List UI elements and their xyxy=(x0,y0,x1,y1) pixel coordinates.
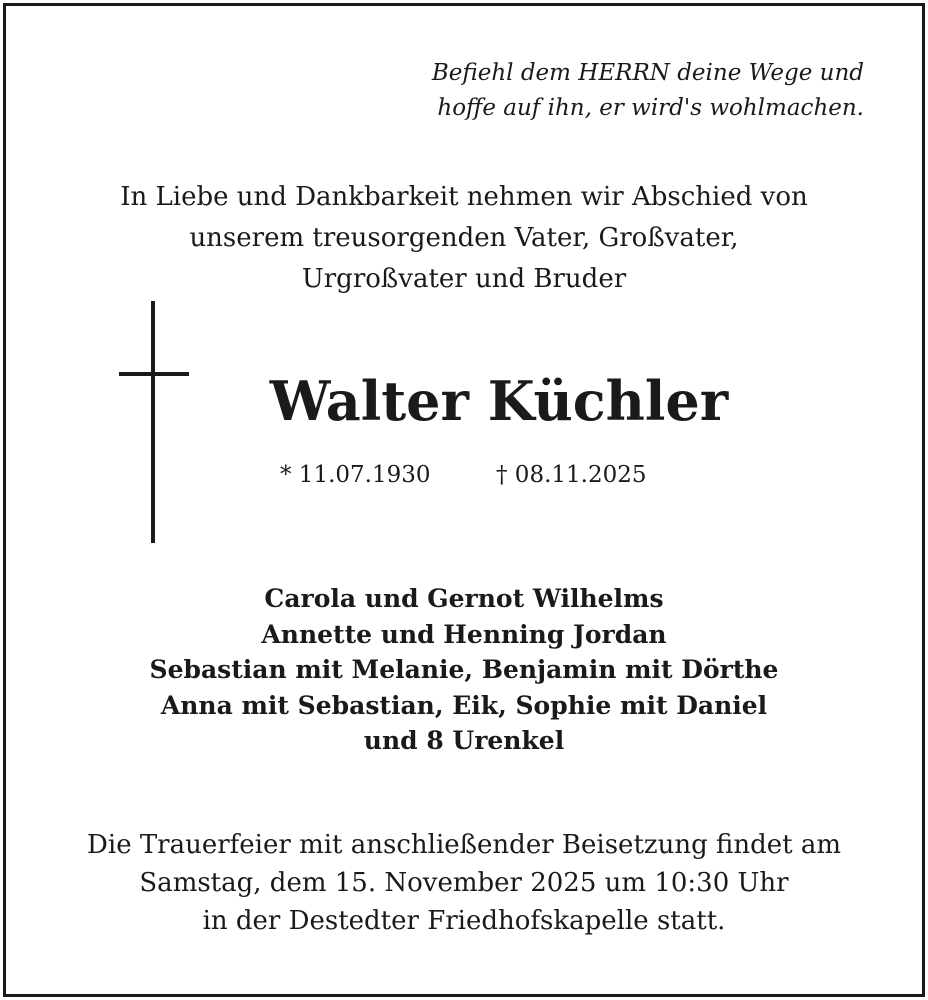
family-list xyxy=(6,581,922,759)
ceremony-line: Die Trauerfeier mit anschließender Beisetzung findet am xyxy=(87,830,841,860)
family-line: Sebastian mit Melanie, Benjamin mit Dörthe xyxy=(149,655,779,684)
bible-verse-line: Befiehl dem HERRN deine Wege und xyxy=(431,60,864,86)
intro-line: Urgroßvater und Bruder xyxy=(301,264,627,294)
family-line: Anna mit Sebastian, Eik, Sophie mit Daniel xyxy=(160,690,768,720)
intro-line: In Liebe und Dankbarkeit nehmen wir Abschied von xyxy=(120,182,808,212)
obituary-frame xyxy=(3,3,925,997)
bible-verse xyxy=(432,56,864,126)
family-line: Annette und Henning Jordan xyxy=(261,619,667,649)
ceremony-line: in der Destedter Friedhofskapelle statt. xyxy=(202,906,726,936)
birth-date: * 11.07.1930 xyxy=(280,462,431,488)
intro-line: unserem treusorgenden Vater, Großvater, xyxy=(189,223,739,253)
cross-vertical-bar xyxy=(151,301,155,543)
death-date: † 08.11.2025 xyxy=(496,462,647,488)
ceremony-line: Samstag, dem 15. November 2025 um 10:30 Uhr xyxy=(139,868,789,898)
family-line: Carola und Gernot Wilhelms xyxy=(264,584,664,613)
intro-text xyxy=(6,177,922,300)
deceased-name: Walter Küchler xyxy=(269,369,729,433)
bible-verse-line: hoffe auf ihn, er wird's wohlmachen. xyxy=(437,95,864,121)
ceremony-notice xyxy=(6,826,922,940)
family-line: und 8 Urenkel xyxy=(363,726,565,755)
